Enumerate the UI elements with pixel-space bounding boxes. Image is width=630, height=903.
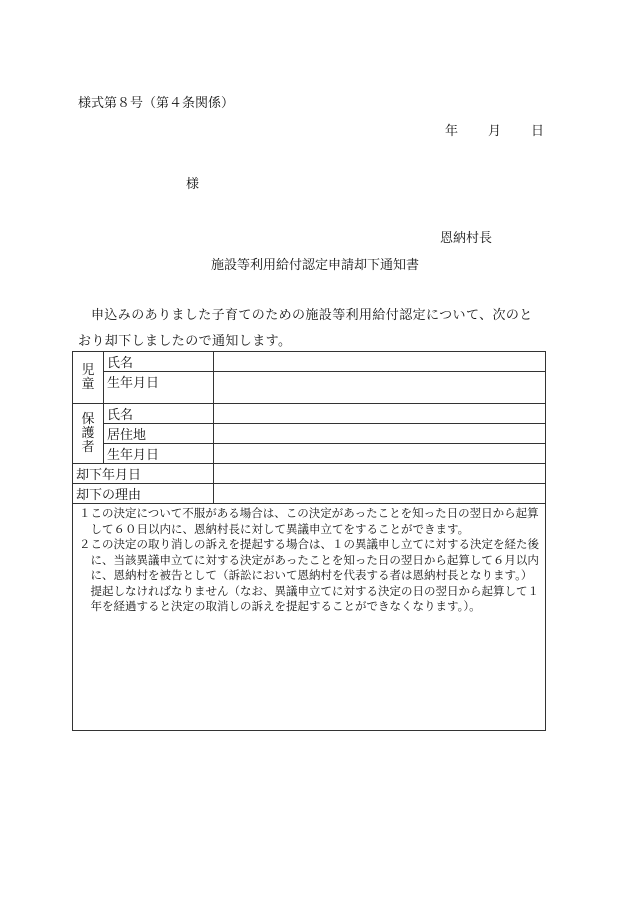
- child-dob-label: 生年月日: [104, 372, 214, 404]
- rejection-reason-field[interactable]: [214, 484, 546, 504]
- guardian-dob-label: 生年月日: [104, 444, 214, 464]
- child-name-field[interactable]: [214, 352, 546, 372]
- guardian-name-field[interactable]: [214, 404, 546, 424]
- notes-cell: [73, 504, 546, 731]
- table-row: [73, 444, 546, 464]
- date-line: [445, 124, 544, 140]
- form-number: 様式第８号（第４条関係）: [78, 96, 235, 111]
- addressee-suffix: 様: [186, 177, 200, 192]
- table-row: [73, 504, 546, 731]
- note-item-1: １この決定について不服がある場合は、この決定があったことを知った日の翌日から起算して６０日以内に、恩納村長に対して異議申立てをすることができます。: [79, 506, 539, 536]
- rejection-reason-label: 却下の理由: [73, 484, 214, 504]
- rejection-date-label: 却下年月日: [73, 464, 214, 484]
- guardian-address-label: 居住地: [104, 424, 214, 444]
- table-row: [73, 352, 546, 372]
- form-table: [72, 351, 546, 731]
- date-year-label: 年: [444, 124, 458, 139]
- guardian-dob-field[interactable]: [214, 444, 546, 464]
- issuer-name: 恩納村長: [440, 231, 493, 246]
- body-paragraph: 申込みのありました子育てのための施設等利用給付認定について、次のとおり却下しましたので通知します。: [78, 308, 533, 349]
- note-item-2: ２この決定の取り消しの訴えを提起する場合は、１の異議申し立てに対する決定を経た後に、当該異議申立てに対する決定があったことを知った日の翌日から起算して６月以内に、恩納村を被告として（訴訟において恩納村を代表する者は恩納村長となります。）提起しなければなりません（なお、異議申立てに対する決定の日の翌日から起算して１年を経過すると決定の取消しの訴えを提起することができなくなります。）。: [79, 537, 539, 613]
- child-group-label: 児 童: [73, 352, 104, 404]
- table-row: [73, 372, 546, 404]
- guardian-group-label: 保 護 者: [73, 404, 104, 464]
- child-dob-field[interactable]: [214, 372, 546, 404]
- date-day-label: 日: [530, 124, 544, 139]
- table-row: [73, 484, 546, 504]
- child-name-label: 氏名: [104, 352, 214, 372]
- guardian-name-label: 氏名: [104, 404, 214, 424]
- date-month-label: 月: [487, 124, 501, 139]
- document-title: 施設等利用給付認定申請却下通知書: [210, 258, 419, 273]
- table-row: [73, 404, 546, 424]
- guardian-address-field[interactable]: [214, 424, 546, 444]
- table-row: [73, 464, 546, 484]
- rejection-date-field[interactable]: [214, 464, 546, 484]
- table-row: [73, 424, 546, 444]
